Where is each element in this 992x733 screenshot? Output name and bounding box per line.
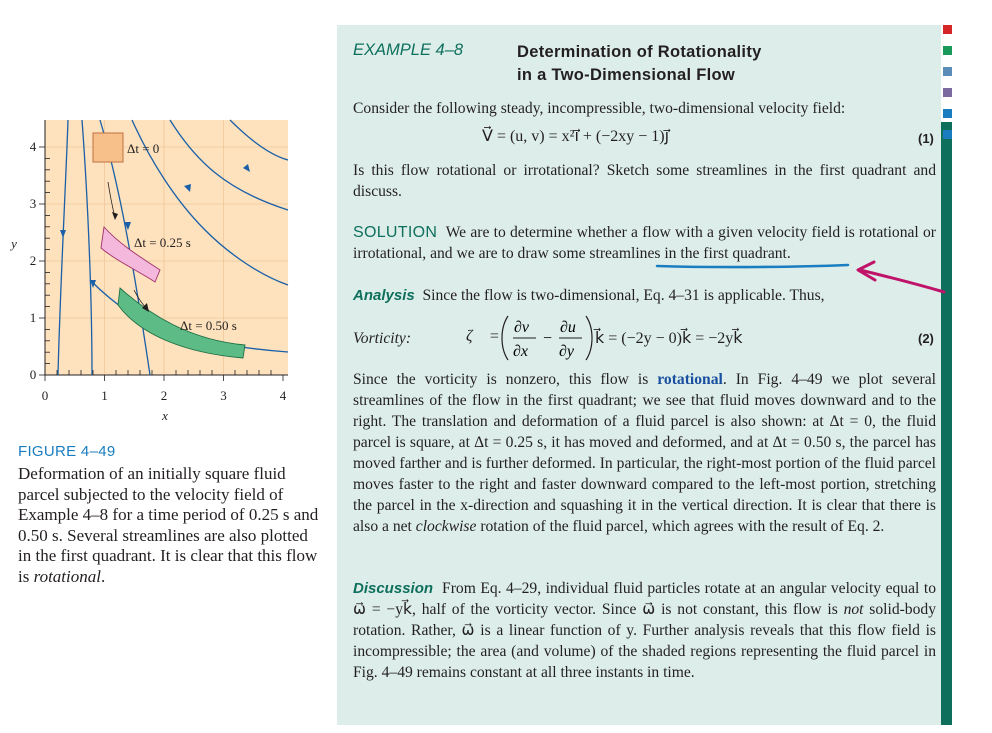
equation-2-number: (2) <box>918 331 934 346</box>
question-text: Is this flow rotational or irrotational? Sketch some streamlines in the first quadrant and discuss. <box>353 162 936 200</box>
partial-derivative-fraction <box>500 312 595 364</box>
marker-blue <box>943 130 952 139</box>
y-tick-label: 3 <box>29 196 37 211</box>
parcel-t0 <box>93 133 123 162</box>
x-tick-label: 2 <box>160 388 168 403</box>
x-tick-label: 4 <box>279 388 287 403</box>
svg-text:−: − <box>543 330 553 347</box>
color-tab-markers <box>943 25 952 151</box>
marker-steel <box>943 67 952 76</box>
figure-number: FIGURE 4–49 <box>18 443 116 460</box>
example-title: Determination of Rotationality in a Two-Dimensional Flow <box>517 43 762 84</box>
analysis-label: Analysis <box>353 287 415 304</box>
discussion-paragraph: Discussion From Eq. 4–29, individual fluid particles rotate at an angular velocity equal to ω⃗ = −yk⃗, half of the vorticity vector. Since ω⃗ is not constant, this flow is not solid-body rotation. Rather, ω⃗ is a linear function of y. Further analysis reveals that this flow field is incompressible; the area (and volume) of the shaded regions representing the fluid parcel in Fig. 4–49 remains constant at all three instants in time. <box>353 580 936 681</box>
streamline-plot <box>0 110 340 440</box>
side-bar <box>941 122 952 725</box>
y-tick-label: 1 <box>29 310 37 325</box>
rotational-paragraph: Since the vorticity is nonzero, this flow is rotational. In Fig. 4–49 we plot several streamlines of the flow in the first quadrant; we see that fluid moves downward and to the right. The translation and deformation of a fluid parcel is also shown: at Δt = 0, the fluid parcel is square, at Δt = 0.25 s, it has moved and deformed, and at Δt = 0.50 s, the parcel has moved farther and is further deformed. In particular, the right-most portion of the fluid parcel moves faster to the right and faster downward compared to the left-most portion, stretching the parcel in the x-direction and squashing it in the vertical direction. It is clear that there is also a net clockwise rotation of the fluid parcel, which agrees with the result of Eq. 2. <box>353 371 936 535</box>
equation-2-lhs: ζ⃗ = <box>466 328 500 345</box>
label-dt-025: Δt = 0.25 s <box>134 235 191 250</box>
equation-1-number: (1) <box>918 131 934 146</box>
figure-caption <box>18 443 323 587</box>
solution-paragraph: SOLUTION We are to determine whether a flow with a given velocity field is rotational or irrotational, and we are to draw some streamlines in the first quadrant. <box>353 224 937 262</box>
x-tick-label: 1 <box>101 388 108 403</box>
x-tick-label: 0 <box>41 388 49 403</box>
problem-statement: Consider the following steady, incompressible, two-dimensional velocity field: <box>353 100 846 117</box>
vorticity-label: Vorticity: <box>353 330 412 347</box>
label-dt-050: Δt = 0.50 s <box>180 318 237 333</box>
equation-2-rhs: k⃗ = (−2y − 0)k⃗ = −2yk⃗ <box>595 330 743 347</box>
svg-text:∂y: ∂y <box>559 343 575 360</box>
solution-label: SOLUTION <box>353 224 438 241</box>
discussion-label: Discussion <box>353 580 434 597</box>
svg-text:∂u: ∂u <box>560 319 576 336</box>
x-axis-label: x <box>162 408 168 423</box>
y-tick-label: 4 <box>29 139 37 154</box>
equation-1: V⃗ = (u, v) = x²i⃗ + (−2xy − 1)j⃗ <box>482 128 670 145</box>
example-number: EXAMPLE 4–8 <box>353 41 464 59</box>
figure-4-49 <box>0 110 340 440</box>
marker-purple <box>943 88 952 97</box>
svg-text:∂x: ∂x <box>513 343 529 360</box>
x-tick-label: 3 <box>220 388 227 403</box>
marker-red <box>943 25 952 34</box>
analysis-paragraph: Analysis Since the flow is two-dimensional, Eq. 4–31 is applicable. Thus, <box>353 287 825 304</box>
marker-green <box>943 46 952 55</box>
marker-blue <box>943 109 952 118</box>
y-tick-label: 2 <box>29 253 37 268</box>
label-dt-0: Δt = 0 <box>127 141 160 156</box>
svg-text:∂v: ∂v <box>514 319 530 336</box>
figure-caption-text: Deformation of an initially square fluid parcel subjected to the velocity field of Example 4–8 for a time period of 0.25 s and 0.50 s. Several streamlines are also plotted in the first quadrant. It is clear that this flow is rotational. <box>18 464 319 586</box>
y-tick-label: 0 <box>29 367 37 382</box>
y-axis-label: y <box>11 236 17 251</box>
